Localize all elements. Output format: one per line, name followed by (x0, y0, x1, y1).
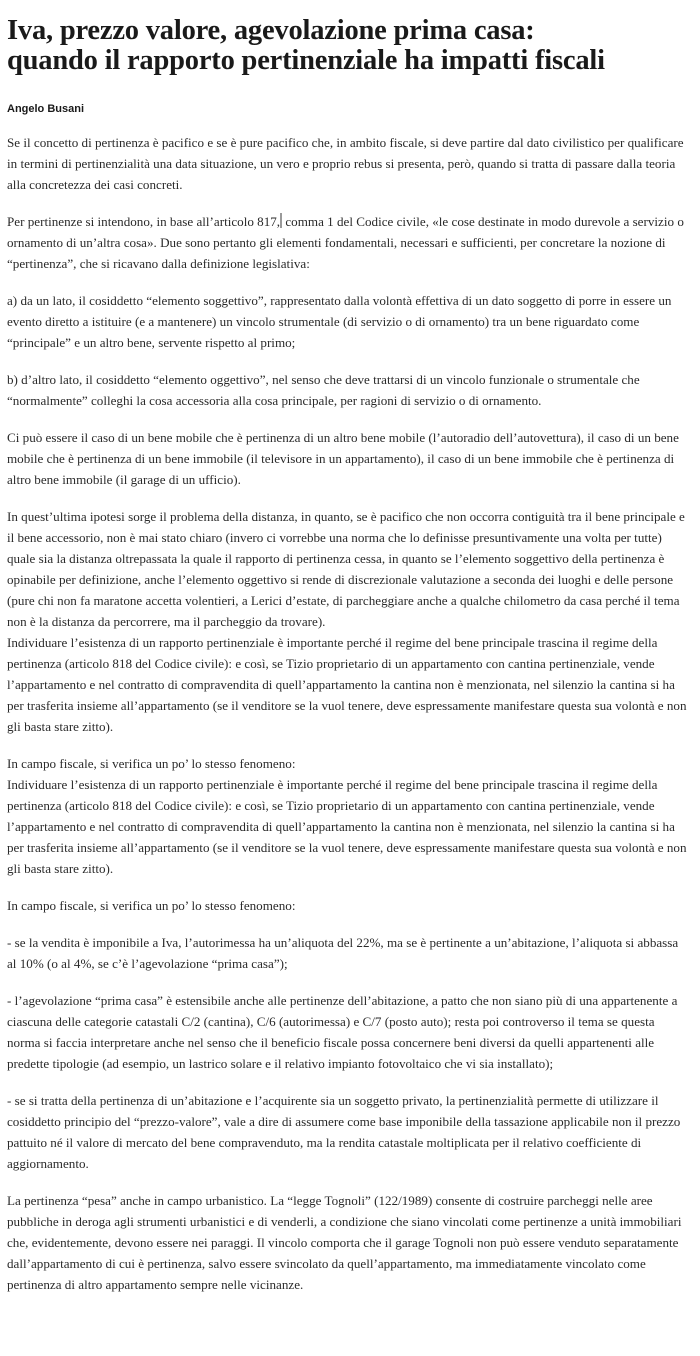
paragraph-5: Ci può essere il caso di un bene mobile che è pertinenza di un altro bene mobile (l’autoradio dell’autovettura), il caso di un bene mobile che è pertinenza di un bene immobile (il televisore in un appartamento), il caso di un bene immobile che è pertinenza di altro bene immobile (il garage di un ufficio). (7, 430, 679, 487)
paragraph-10: In campo fiscale, si verifica un po’ lo stesso fenomeno: (7, 898, 296, 913)
article-body (7, 132, 690, 1295)
paragraph-6: In quest’ultima ipotesi sorge il problema della distanza, in quanto, se è pacifico che non occorra contiguità tra il bene principale e il bene accessorio, non è mai stato chiaro (invero ci vorrebbe una norma che lo definisse presuntivamente una volta per tutte) quale sia la distanza oltrepassata la quale il rapporto di pertinenza cessa, in quanto se l’elemento soggettivo della pertinenza è opinabile per definizione, anche l’elemento oggettivo si rende di discrezionale valutazione a seconda dei luoghi e delle persone (pure chi non fa maratone accetta volentieri, a Lerici d’estate, di parcheggiare anche a qualche chilometro da casa perché il tema non è la distanza da percorrere, ma il parcheggio da trovare). (7, 509, 685, 629)
headline-line-1: Iva, prezzo valore, agevolazione prima casa: (7, 15, 535, 46)
paragraph-1: Se il concetto di pertinenza è pacifico e se è pure pacifico che, in ambito fiscale, si deve partire dal dato civilistico per qualificare in termini di pertinenzialità una data situazione, un vero e proprio rebus si presenta, però, quando si tratta di passare dalla teoria alla concretezza dei casi concreti. (7, 135, 684, 192)
article-headline (7, 16, 690, 76)
paragraph-4: b) d’altro lato, il cosiddetto “elemento oggettivo”, nel senso che deve trattarsi di un vincolo funzionale o strumentale che “normalmente” colleghi la cosa accessoria alla cosa principale, per ragioni di servizio o di ornamento. (7, 372, 640, 408)
paragraph-14: La pertinenza “pesa” anche in campo urbanistico. La “legge Tognoli” (122/1989) consente di costruire parcheggi nelle aree pubbliche in deroga agli strumenti urbanistici e di venderli, a condizione che siano vincolati come pertinenze a unità immobiliari che, evidentemente, devono essere nei paraggi. Il vincolo comporta che il garage Tognoli non può essere venduto separatamente dall’appartamento di cui è pertinenza, salvo essere svincolato da quell’appartamento, ma immediatamente vincolato come pertinenza di altro appartamento sempre nelle vicinanze. (7, 1193, 682, 1292)
headline-line-2: quando il rapporto pertinenziale ha impatti fiscali (7, 45, 605, 76)
paragraph-12: - l’agevolazione “prima casa” è estensibile anche alle pertinenze dell’abitazione, a patto che non siano più di una appartenente a ciascuna delle categorie catastali C/2 (cantina), C/6 (autorimessa) e C/7 (posto auto); resta poi controverso il tema se questa norma si faccia interpretare anche nel senso che il beneficio fiscale possa concernere beni diversi da quelli appartenenti alle predette tipologie (ad esempio, un lastrico solare e il relativo impianto fotovoltaico che vi sia installato); (7, 993, 678, 1071)
paragraph-2-end: comma 1 del Codice civile, «le cose destinate in modo durevole a servizio o ornamento di un’altra cosa». Due sono pertanto gli elementi fondamentali, necessari e sufficienti, per concretare la nozione di “pertinenza”, che si ricavano dalla definizione legislativa: (7, 214, 684, 271)
paragraph-2 (7, 211, 690, 274)
paragraph-7: Individuare l’esistenza di un rapporto pertinenziale è importante perché il regime del bene principale trascina il regime della pertinenza (articolo 818 del Codice civile): e così, se Tizio proprietario di un appartamento con cantina pertinenziale, vende l’appartamento e nel contratto di compravendita di quell’appartamento la cantina non è menzionata, nel silenzio la cantina si ha per trasferita insieme all’appartamento (se il venditore se la vuol tenere, deve espressamente manifestare questa sua volontà e non gli basta stare zitto). (7, 635, 687, 734)
paragraph-9: Individuare l’esistenza di un rapporto pertinenziale è importante perché il regime del bene principale trascina il regime della pertinenza (articolo 818 del Codice civile): e così, se Tizio proprietario di un appartamento con cantina pertinenziale, vende l’appartamento e nel contratto di compravendita di quell’appartamento la cantina non è menzionata, nel silenzio la cantina si ha per trasferita insieme all’appartamento (se il venditore se la vuol tenere, deve espressamente manifestare questa sua volontà e non gli basta stare zitto). (7, 777, 687, 876)
paragraph-3: a) da un lato, il cosiddetto “elemento soggettivo”, rappresentato dalla volontà effettiva di un dato soggetto di porre in essere un evento diretto a istituire (e a mantenere) un vincolo strumentale (di servizio o di ornamento) tra un bene riguardato come “principale” e un altro bene, servente rispetto al primo; (7, 293, 672, 350)
author-byline: Angelo Busani (7, 103, 85, 115)
paragraph-2-start: Per pertinenze si intendono, in base all’articolo 817, (7, 214, 281, 229)
paragraph-11: - se la vendita è imponibile a Iva, l’autorimessa ha un’aliquota del 22%, ma se è pertinente a un’abitazione, l’aliquota si abbassa al 10% (o al 4%, se c’è l’agevolazione “prima casa”); (7, 935, 679, 971)
paragraph-13: - se si tratta della pertinenza di un’abitazione e l’acquirente sia un soggetto privato, la pertinenzialità permette di utilizzare il cosiddetto principio del “prezzo-valore”, vale a dire di assumere come base imponibile della tassazione applicabile non il prezzo pattuito né il valore di mercato del bene compravenduto, ma la rendita catastale moltiplicata per il relativo coefficiente di aggiornamento. (7, 1093, 681, 1171)
paragraph-8: In campo fiscale, si verifica un po’ lo stesso fenomeno: (7, 756, 296, 771)
